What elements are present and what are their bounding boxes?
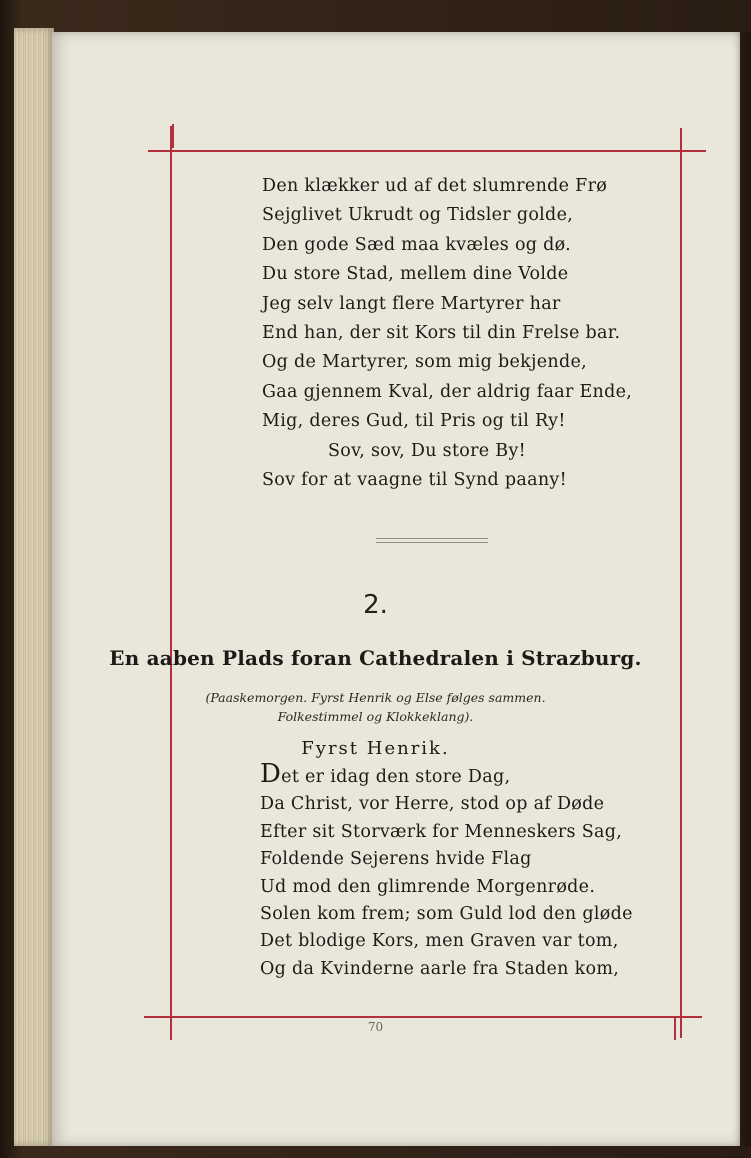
- stage-direction: (Paaskemorgen. Fyrst Henrik og Else følges sammen.: [205, 690, 546, 705]
- verse-line: Sejglivet Ukrudt og Tidsler golde,: [262, 205, 574, 226]
- border-rule-left: [170, 126, 172, 1040]
- verse-line: Sov for at vaagne til Synd paany!: [262, 470, 567, 491]
- verse-line: Mig, deres Gud, til Pris og til Ry!: [262, 411, 566, 432]
- verse-line: [260, 759, 633, 791]
- verse-line: Den gode Sæd maa kvæles og dø.: [262, 234, 572, 255]
- verse-line: Da Christ, vor Herre, stod op af Døde: [260, 794, 605, 815]
- drop-cap: D: [260, 759, 282, 789]
- verse-line: Sov, sov, Du store By!: [328, 440, 526, 461]
- section-title: En aaben Plads foran Cathedralen i Strazburg.: [109, 646, 642, 670]
- verse-line: Solen kom frem; som Guld lod den gløde: [260, 904, 633, 925]
- verse-top: [262, 172, 632, 495]
- verse-line: Efter sit Storværk for Menneskers Sag,: [260, 821, 623, 842]
- border-rule-right: [680, 128, 682, 1038]
- verse-line: Og da Kvinderne aarle fra Staden kom,: [260, 958, 620, 979]
- section-divider: [376, 538, 488, 539]
- page-edges: [14, 28, 54, 1146]
- verse-line: Og de Martyrer, som mig bekjende,: [262, 352, 588, 373]
- verse-line: Gaa gjennem Kval, der aldrig faar Ende,: [262, 381, 633, 402]
- verse-line: Ud mod den glimrende Morgenrøde.: [260, 876, 596, 897]
- verse-line-rest: et er idag den store Dag,: [281, 767, 511, 787]
- speaker-name: Fyrst Henrik.: [301, 738, 450, 759]
- verse-bottom: [260, 759, 633, 983]
- page-gutter-shadow: [737, 32, 751, 1146]
- verse-line: Foldende Sejerens hvide Flag: [260, 849, 532, 870]
- verse-line: Du store Stad, mellem dine Volde: [262, 264, 569, 285]
- page-number: 70: [367, 1020, 384, 1034]
- section-divider: [376, 542, 488, 543]
- verse-line: End han, der sit Kors til din Frelse bar.: [262, 323, 621, 344]
- stage-direction: Folkestimmel og Klokkeklang).: [277, 709, 474, 724]
- border-rule-bottom: [144, 1016, 702, 1018]
- border-tick-top: [172, 124, 174, 148]
- border-rule-top: [148, 150, 706, 152]
- verse-line: Det blodige Kors, men Graven var tom,: [260, 931, 619, 952]
- section-number: 2.: [363, 590, 388, 620]
- verse-line: Den klækker ud af det slumrende Frø: [262, 176, 608, 196]
- verse-line: Jeg selv langt flere Martyrer har: [262, 293, 561, 314]
